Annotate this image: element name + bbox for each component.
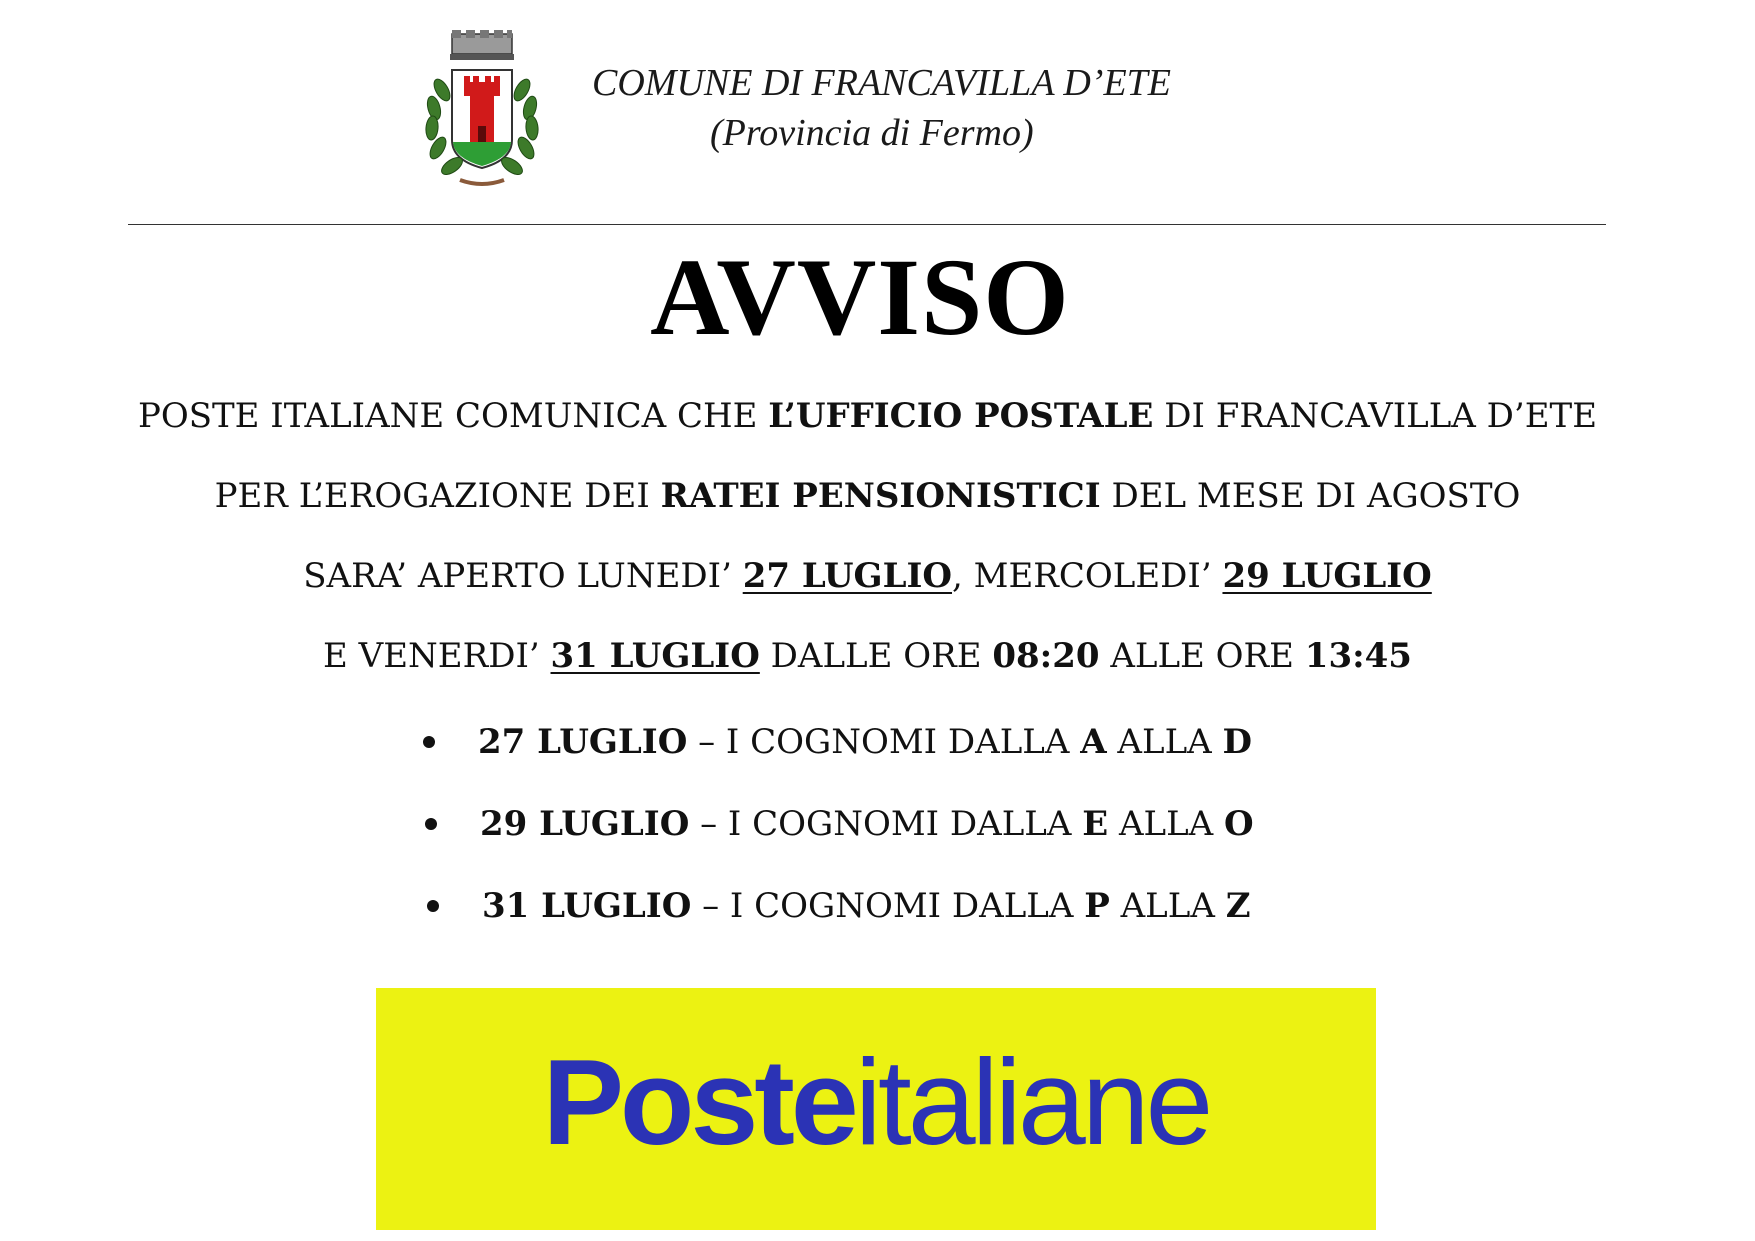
province-name: (Provincia di Fermo) <box>710 112 1034 154</box>
body-line-3: SARA’ APERTO LUNEDI’ 27 LUGLIO, MERCOLEDI’ 29 LUGLIO <box>303 556 1432 596</box>
poste-italiane-logo <box>376 988 1376 1230</box>
body-line-4: E VENERDI’ 31 LUGLIO DALLE ORE 08:20 ALLE ORE 13:45 <box>323 636 1412 676</box>
body-line-2: PER L’EROGAZIONE DEI RATEI PENSIONISTICI DEL MESE DI AGOSTO <box>214 476 1521 516</box>
notice-title: AVVISO <box>650 236 1070 358</box>
list-item: 29 LUGLIO – I COGNOMI DALLA E ALLA O <box>0 800 1755 882</box>
body-line-1: POSTE ITALIANE COMUNICA CHE L’UFFICIO POSTALE DI FRANCAVILLA D’ETE <box>137 396 1598 436</box>
municipality-header <box>560 58 1260 158</box>
header-divider <box>128 224 1606 225</box>
municipality-name: COMUNE DI FRANCAVILLA D’ETE <box>592 62 1171 104</box>
list-item: 31 LUGLIO – I COGNOMI DALLA P ALLA Z <box>0 882 1755 964</box>
schedule-list <box>0 718 1755 964</box>
logo-wordmark: Posteitaliane <box>542 1034 1210 1170</box>
bullet-icon <box>427 900 439 912</box>
municipal-crest-icon <box>408 30 556 192</box>
bullet-icon <box>423 736 435 748</box>
list-item: 27 LUGLIO – I COGNOMI DALLA A ALLA D <box>0 718 1755 800</box>
bullet-icon <box>425 818 437 830</box>
